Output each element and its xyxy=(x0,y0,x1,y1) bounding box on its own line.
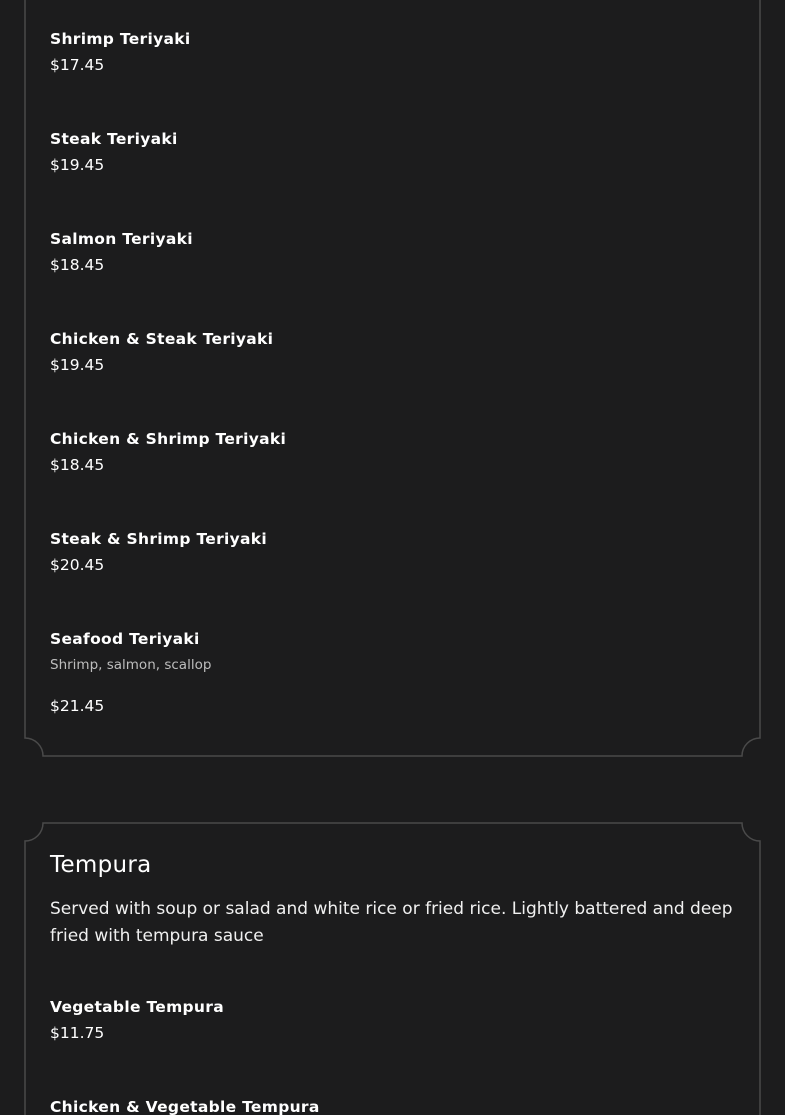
item-name: Chicken & Shrimp Teriyaki xyxy=(50,430,287,448)
item-description: Shrimp, salmon, scallop xyxy=(50,657,212,673)
menu-item-salmon-teriyaki xyxy=(50,229,193,275)
menu-item-chicken-vegetable-tempura xyxy=(50,1097,320,1115)
menu-item-chicken-steak-teriyaki xyxy=(50,329,273,375)
menu-item-vegetable-tempura xyxy=(50,997,224,1043)
menu-item-steak-shrimp-teriyaki xyxy=(50,529,267,575)
item-price: $11.75 xyxy=(50,1024,105,1042)
item-name: Shrimp Teriyaki xyxy=(50,30,191,48)
item-name: Chicken & Steak Teriyaki xyxy=(50,330,274,348)
menu-item-shrimp-teriyaki xyxy=(50,29,190,75)
item-price: $18.45 xyxy=(50,256,105,274)
item-price: $21.45 xyxy=(50,697,105,715)
item-name: Salmon Teriyaki xyxy=(50,230,193,248)
item-price: $17.45 xyxy=(50,56,105,74)
menu-item-steak-teriyaki xyxy=(50,129,178,175)
item-price: $18.45 xyxy=(50,456,105,474)
item-price: $19.45 xyxy=(50,356,105,374)
section-title: Tempura xyxy=(50,852,152,878)
item-name: Steak Teriyaki xyxy=(50,130,178,148)
menu-item-chicken-shrimp-teriyaki xyxy=(50,429,286,475)
item-name: Steak & Shrimp Teriyaki xyxy=(50,530,268,548)
item-price: $19.45 xyxy=(50,156,105,174)
menu-item-seafood-teriyaki xyxy=(50,629,211,716)
section-description: Served with soup or salad and white rice or fried rice. Lightly battered and deep fried with tempura sauce xyxy=(50,899,733,946)
item-name: Chicken & Vegetable Tempura xyxy=(50,1098,320,1115)
item-name: Seafood Teriyaki xyxy=(50,630,200,648)
item-name: Vegetable Tempura xyxy=(50,998,224,1016)
item-price: $20.45 xyxy=(50,556,105,574)
